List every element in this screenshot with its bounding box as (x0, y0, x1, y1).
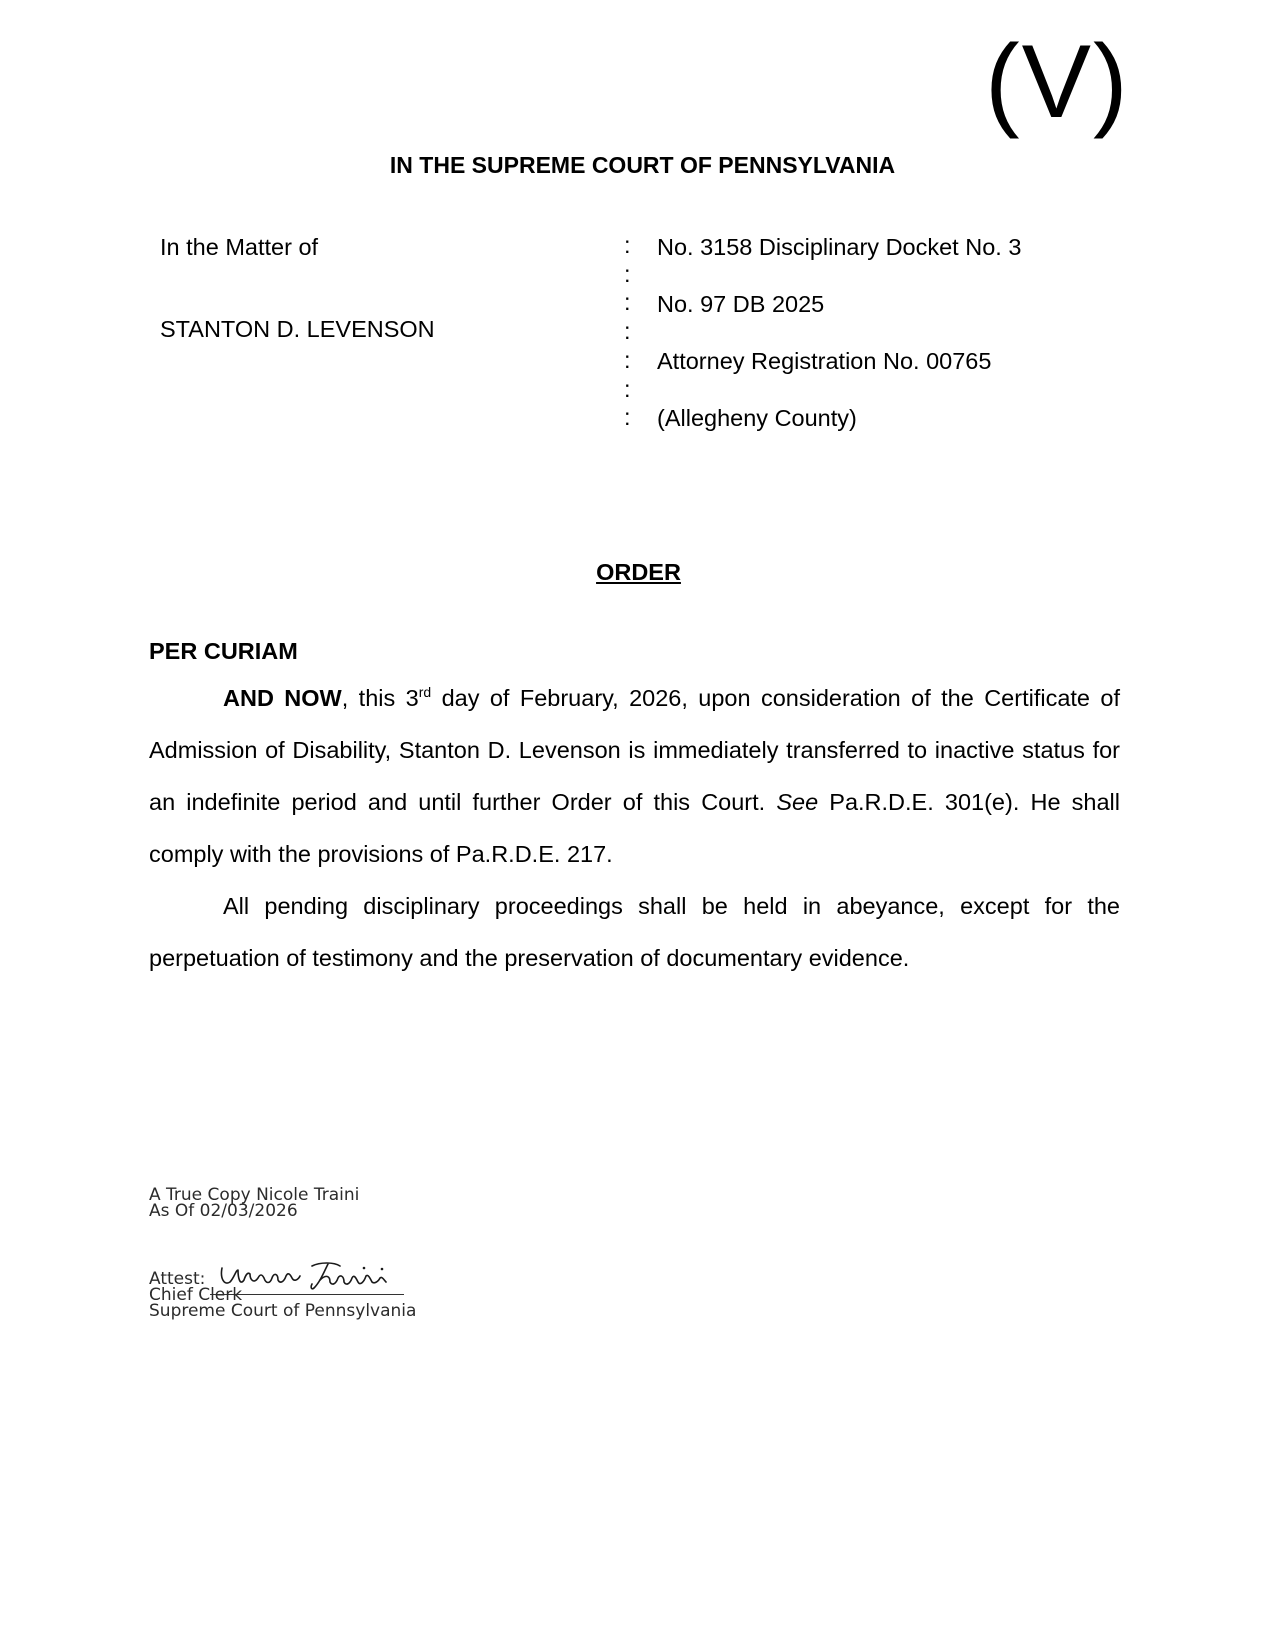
caption-separator: : (624, 404, 631, 431)
order-paragraph-2: All pending disciplinary proceedings shall be held in abeyance, except for the perpetuation of testimony and the preservation of documentary evidence. (149, 893, 1120, 971)
caption-separator: : (624, 232, 631, 258)
caption-separator-column (624, 231, 631, 432)
clerk-court: Supreme Court of Pennsylvania (149, 1301, 417, 1321)
caption-separator: : (624, 289, 631, 316)
docket-number: No. 3158 Disciplinary Docket No. 3 (657, 234, 1022, 260)
matter-line: In the Matter of (160, 234, 319, 260)
attorney-registration: Attorney Registration No. 00765 (657, 348, 992, 374)
as-of-line: As Of 02/03/2026 (149, 1201, 298, 1221)
see-signal: See (776, 789, 819, 815)
db-number: No. 97 DB 2025 (657, 291, 825, 317)
clerk-signature (216, 1256, 406, 1296)
caption-separator: : (624, 375, 631, 402)
ordinal-suffix: rd (418, 684, 432, 700)
true-copy-line: A True Copy Nicole Traini (149, 1185, 360, 1205)
clerk-title: Chief Clerk (149, 1285, 243, 1305)
and-now-lead: AND NOW (223, 685, 342, 711)
attest-label: Attest: (149, 1269, 206, 1289)
order-heading: ORDER (596, 559, 681, 585)
per-curiam-heading: PER CURIAM (149, 638, 298, 664)
court-title: IN THE SUPREME COURT OF PENNSYLVANIA (389, 152, 896, 178)
caption-separator: : (624, 318, 631, 345)
respondent-name: STANTON D. LEVENSON (160, 316, 435, 342)
county: (Allegheny County) (657, 405, 857, 431)
caption-separator: : (624, 346, 631, 373)
corner-mark: (V) (985, 24, 1130, 140)
caption-separator: : (624, 260, 631, 287)
order-paragraph-1: AND NOW, this 3rd day of February, 2026, upon consideration of the Certificate of Admission of Disability, Stanton D. Levenson is immediately transferred to inactive status for an indefinite period and until further Order of this Court. See Pa.R.D.E. 301(e). He shall comply with the provisions of Pa.R.D.E. 217. (149, 684, 1120, 867)
